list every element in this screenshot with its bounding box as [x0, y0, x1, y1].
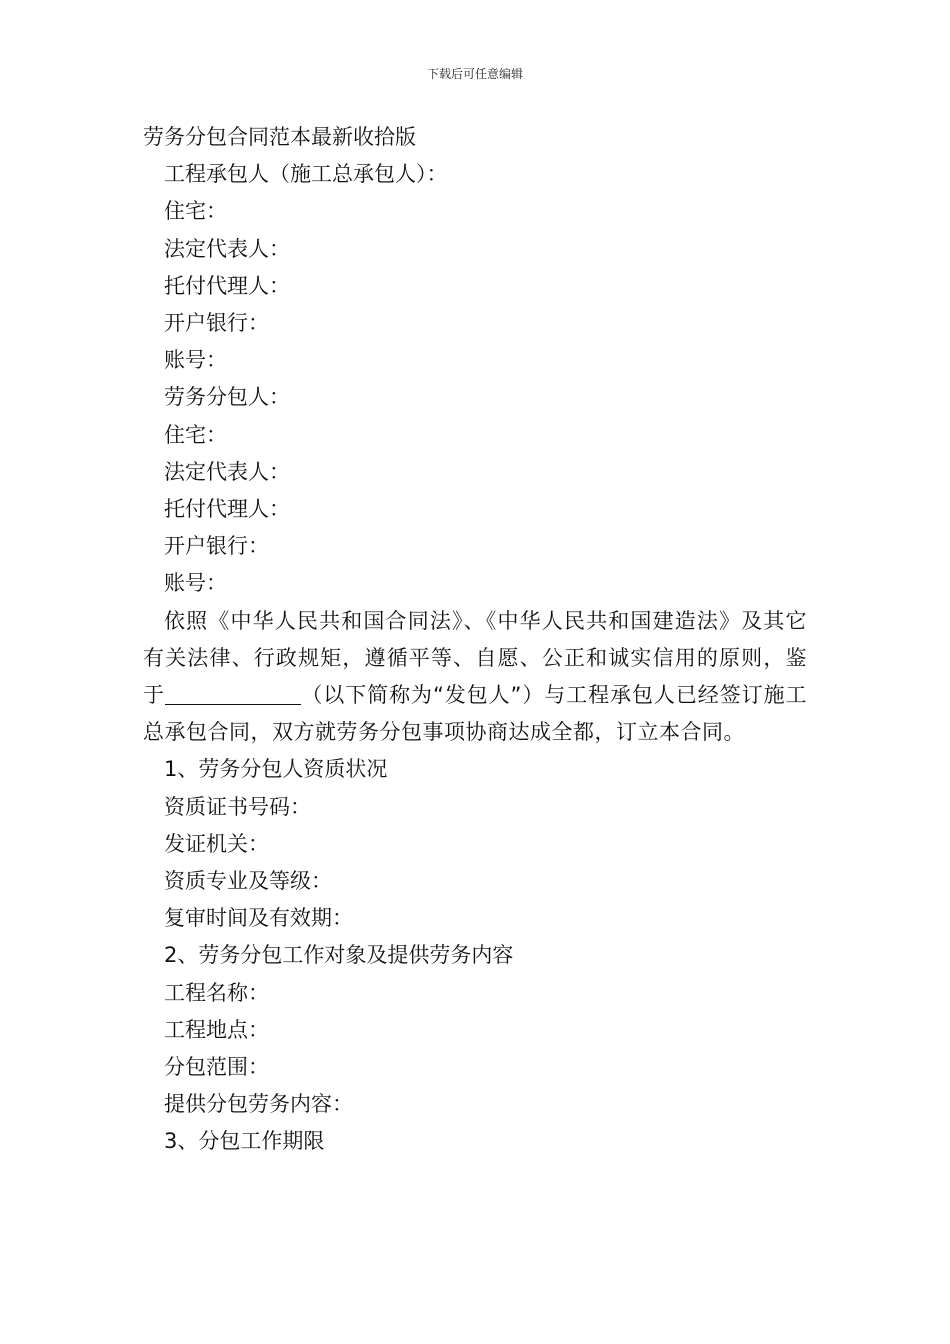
subcontractor-account: 账号：: [164, 571, 227, 596]
section1-issuer: 发证机关：: [164, 831, 269, 856]
section2-heading: 2、劳务分包工作对象及提供劳务内容: [164, 943, 514, 968]
contractor-account: 账号：: [164, 348, 227, 373]
subcontractor-address: 住宅：: [164, 422, 227, 447]
preamble-text-after-blank: （以下简称为“发包人”）与工程承包人已经签订施工总承包合同，双方就劳务分包事项协商达成全都，订立本合同。: [143, 683, 807, 745]
contractor-bank: 开户银行：: [164, 311, 269, 336]
preamble-text-before-blank: 依照《中华人民共和国合同法》、《中华人民共和国建造法》及其它有关法律、行政规矩，遵循平等、自愿、公正和诚实信用的原则，鉴于: [143, 608, 807, 708]
subcontractor-heading: 劳务分包人：: [164, 385, 290, 410]
fill-in-blank: [165, 684, 301, 705]
contractor-agent: 托付代理人：: [164, 273, 290, 298]
section2-project-name: 工程名称：: [164, 980, 269, 1005]
section2-content: 提供分包劳务内容：: [164, 1092, 353, 1117]
section2-project-site: 工程地点：: [164, 1017, 269, 1042]
subcontractor-agent: 托付代理人：: [164, 497, 290, 522]
section1-specialty: 资质专业及等级：: [164, 869, 332, 894]
contractor-legal-rep: 法定代表人：: [164, 236, 290, 261]
contractor-heading: 工程承包人（施工总承包人）：: [164, 162, 448, 187]
subcontractor-legal-rep: 法定代表人：: [164, 459, 290, 484]
header-note: 下载后可任意编辑: [426, 67, 523, 81]
contractor-address: 住宅：: [164, 199, 227, 224]
preamble-paragraph: [143, 603, 807, 752]
section1-cert-no: 资质证书号码：: [164, 794, 311, 819]
subcontractor-bank: 开户银行：: [164, 534, 269, 559]
section1-heading: 1、劳务分包人资质状况: [164, 757, 388, 782]
section3-heading: 3、分包工作期限: [164, 1129, 325, 1154]
document-title: 劳务分包合同范本最新收拾版: [143, 125, 416, 149]
document-body: [143, 119, 807, 1161]
section2-scope: 分包范围：: [164, 1055, 269, 1080]
section1-review: 复审时间及有效期：: [164, 906, 353, 931]
